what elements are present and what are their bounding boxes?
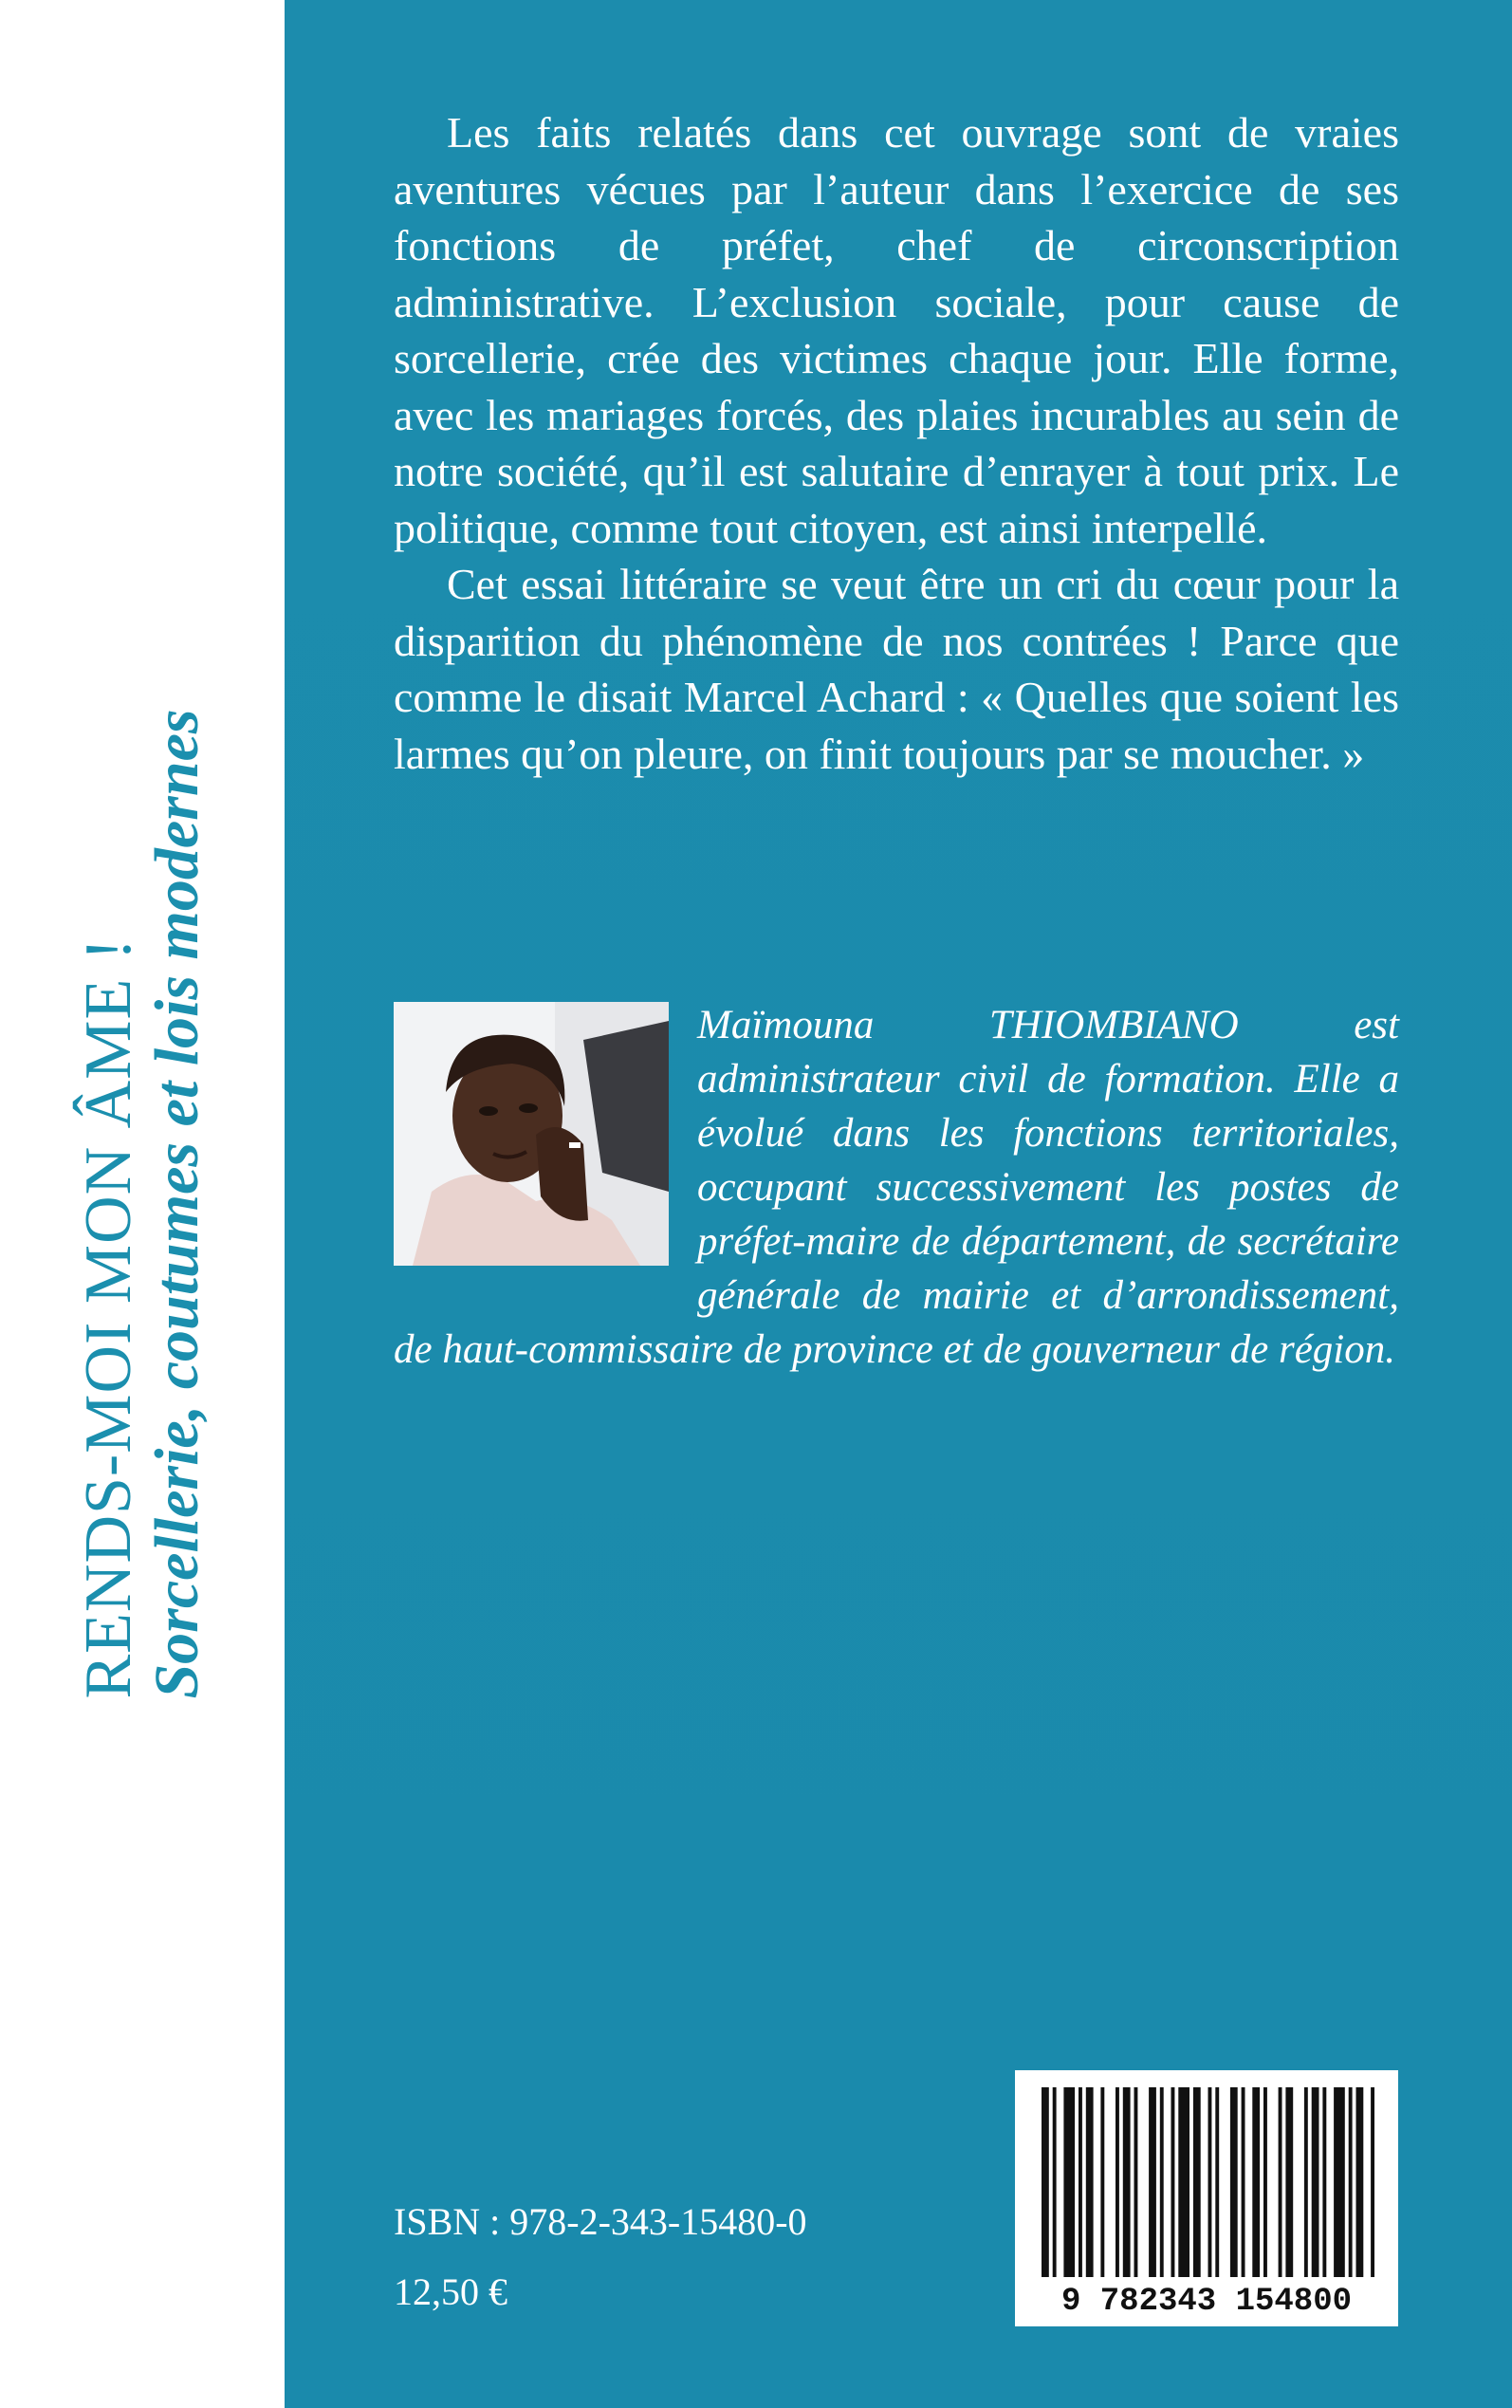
barcode-bar xyxy=(1149,2087,1156,2277)
barcode-bar xyxy=(1230,2087,1238,2277)
book-subtitle: Sorcellerie, coutumes et lois modernes xyxy=(142,709,212,1699)
barcode-bar xyxy=(1312,2087,1319,2277)
barcode-bar xyxy=(1349,2087,1353,2277)
author-portrait xyxy=(394,1002,669,1266)
barcode-bar xyxy=(1193,2087,1201,2277)
book-spine xyxy=(0,0,285,2408)
author-bio: est administrateur civil de formation. Elle a évolué dans les fonctions territoriales, occupant successivement les postes de préfet-maire de département, de secrétaire générale de mairie et d’arrondissement, de haut-commissaire de province et de gouverneur de région. xyxy=(394,1003,1399,1372)
barcode-bar xyxy=(1079,2087,1082,2277)
spine-text-block xyxy=(74,709,211,1698)
author-name: Maïmouna THIOMBIANO xyxy=(697,1003,1239,1047)
barcode-bar xyxy=(1086,2087,1094,2277)
barcode-bar xyxy=(1322,2087,1326,2277)
barcode-bar xyxy=(1334,2087,1345,2277)
barcode-bar xyxy=(1178,2087,1189,2277)
barcode-bar xyxy=(1100,2087,1104,2277)
isbn: ISBN : 978-2-343-15480-0 xyxy=(394,2200,807,2243)
barcode-digits: 9 782343 154800 xyxy=(1060,2284,1353,2320)
barcode-bar xyxy=(1279,2087,1282,2277)
barcode-bar xyxy=(1371,2087,1374,2277)
barcode-bar xyxy=(1160,2087,1164,2277)
barcode-bar xyxy=(1285,2087,1293,2277)
barcode-bar xyxy=(1123,2087,1131,2277)
blurb-paragraph-2: Cet essai littéraire se veut être un cri du cœur pour la disparition du phénomène de nos contrées ! Parce que comme le disait Marcel Achard : « Quelles que soient les larmes qu’on pleure, on finit toujours par se moucher. » xyxy=(394,560,1399,778)
book-title: RENDS-MOI MON ÂME ! xyxy=(72,936,145,1699)
barcode-bar xyxy=(1134,2087,1138,2277)
barcode-bar xyxy=(1263,2087,1267,2277)
barcode-bar xyxy=(1053,2087,1057,2277)
barcode-bar xyxy=(1356,2087,1364,2277)
author-bio-block xyxy=(394,998,1399,1377)
barcode xyxy=(1015,2070,1398,2326)
barcode-bars xyxy=(1042,2087,1374,2277)
barcode-bar xyxy=(1208,2087,1212,2277)
blurb xyxy=(394,104,1399,782)
barcode-bar xyxy=(1116,2087,1119,2277)
barcode-icon xyxy=(1015,2070,1398,2326)
blurb-paragraph-1: Les faits relatés dans cet ouvrage sont de vraies aventures vécues par l’auteur dans l’exercice de ses fonctions de préfet, chef de circonscription administrative. L’exclusion sociale, pour cause de sorcellerie, crée des victimes chaque jour. Elle forme, avec les mariages forcés, des plaies incurables au sein de notre société, qu’il est salutaire d’enrayer à tout prix. Le politique, comme tout citoyen, est ainsi interpellé. xyxy=(394,108,1399,552)
barcode-bar xyxy=(1242,2087,1245,2277)
barcode-bar xyxy=(1252,2087,1260,2277)
author-portrait-icon xyxy=(394,1002,669,1266)
barcode-bar xyxy=(1171,2087,1175,2277)
barcode-bar xyxy=(1304,2087,1308,2277)
barcode-bar xyxy=(1042,2087,1049,2277)
barcode-bar xyxy=(1063,2087,1075,2277)
price: 12,50 € xyxy=(394,2270,507,2313)
barcode-bar xyxy=(1215,2087,1219,2277)
